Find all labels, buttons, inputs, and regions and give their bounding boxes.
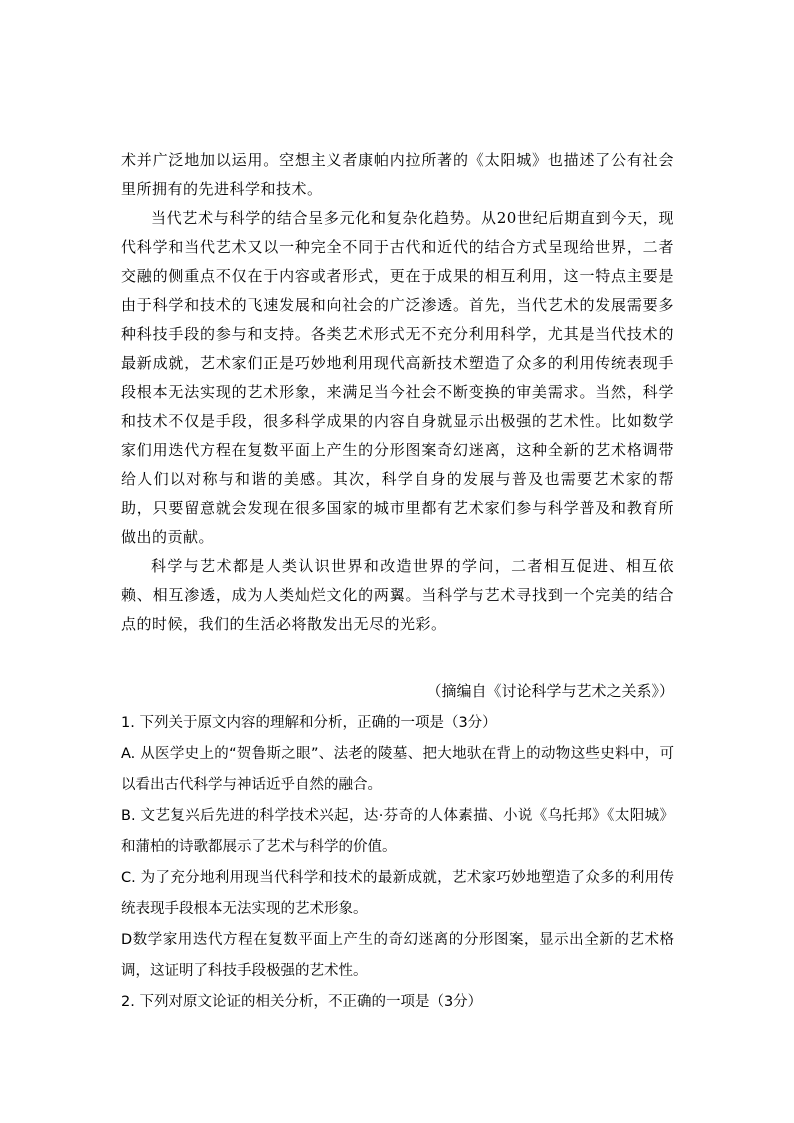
question-1-stem: 1. 下列关于原文内容的理解和分析，正确的一项是（3分） <box>121 715 497 731</box>
question-1-option-a: A. 从医学史上的“贺鲁斯之眼”、法老的陵墓、把大地驮在背上的动物这些史料中，可以看出古代科学与神话近乎自然的融合。 <box>121 746 674 793</box>
question-2-stem: 2. 下列对原文论证的相关分析，不正确的一项是（3分） <box>121 994 483 1010</box>
passage-paragraph-2: 当代艺术与科学的结合呈多元化和复杂化趋势。从20世纪后期直到今天，现代科学和当代艺术又以一种完全不同于古代和近代的结合方式呈现给世界，二者交融的侧重点不仅在于内容或者形式，更在于成果的相互利用，这一特点主要是由于科学和技术的飞速发展和向社会的广泛渗透。首先，当代艺术的发展需要多种科技手段的参与和支持。各类艺术形式无不充分利用科学，尤其是当代技术的最新成就，艺术家们正是巧妙地利用现代高新技术塑造了众多的利用传统表现手段根本无法实现的艺术形象，来满足当今社会不断变换的审美需求。当然，科学和技术不仅是手段，很多科学成果的内容自身就显示出极强的艺术性。比如数学家们用迭代方程在复数平面上产生的分形图案奇幻迷离，这种全新的艺术格调带给人们以对称与和谐的美感。其次，科学自身的发展与普及也需要艺术家的帮助，只要留意就会发现在很多国家的城市里都有艺术家们参与科学普及和教育所做出的贡献。 <box>121 209 674 546</box>
question-1-option-d: D数学家用迭代方程在复数平面上产生的奇幻迷离的分形图案，显示出全新的艺术格调，这证明了科技手段极强的艺术性。 <box>121 932 674 979</box>
passage-paragraph-1: 术并广泛地加以运用。空想主义者康帕内拉所著的《太阳城》也描述了公有社会里所拥有的先进科学和技术。 <box>121 151 674 198</box>
passage-source: （摘编自《讨论科学与艺术之关系》） <box>426 682 674 700</box>
reading-passage <box>121 146 674 639</box>
passage-paragraph-3: 科学与艺术都是人类认识世界和改造世界的学问，二者相互促进、相互依赖、相互渗透，成为人类灿烂文化的两翼。当科学与艺术寻找到一个完美的结合点的时候，我们的生活必将散发出无尽的光彩。 <box>121 557 674 633</box>
question-list <box>121 708 674 1018</box>
question-1-option-c: C. 为了充分地利用现当代科学和技术的最新成就，艺术家巧妙地塑造了众多的利用传统表现手段根本无法实现的艺术形象。 <box>121 870 674 917</box>
question-1-option-b: B. 文艺复兴后先进的科学技术兴起，达·芬奇的人体素描、小说《乌托邦》《太阳城》和蒲柏的诗歌都展示了艺术与科学的价值。 <box>121 808 674 855</box>
